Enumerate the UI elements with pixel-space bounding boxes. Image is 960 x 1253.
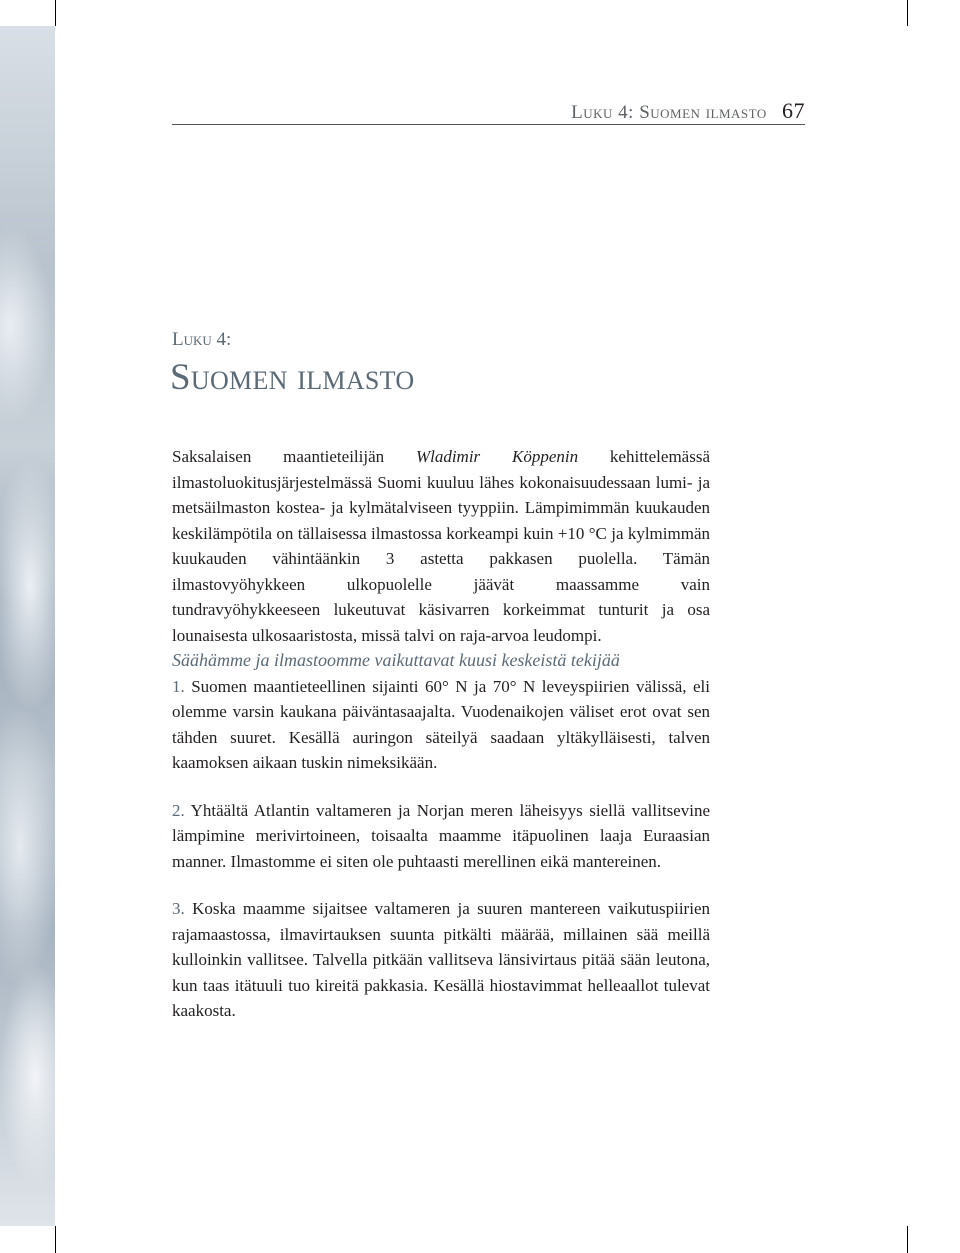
- factor-item-3: [172, 896, 710, 1024]
- running-head-title: Suomen ilmasto: [639, 102, 767, 123]
- factor-item-2: [172, 798, 710, 875]
- section-subheading: Säähämme ja ilmastoomme vaikuttavat kuusi keskeistä tekijää: [172, 650, 620, 670]
- crop-mark-top-right: [907, 0, 908, 26]
- page-number: 67: [782, 98, 805, 123]
- crop-mark-bottom-right: [907, 1226, 908, 1253]
- running-head: [571, 98, 805, 124]
- factor-text: Suomen maantieteellinen sijainti 60° N ja 70° N leveyspiirien välissä, eli olemme varsin kaukana päiväntasaajalta. Vuodenaikojen väliset erot ovat sen tähden suuret. Kesällä auringon säteilyä saadaan yltäkylläisesti, talven kaamoksen aikaan tuskin nimeksikään.: [172, 676, 710, 772]
- crop-mark-top-left: [55, 0, 56, 26]
- chapter-label: Luku 4:: [172, 329, 232, 350]
- intro-text-end: kehittelemässä ilmastoluokitusjärjestelmässä Suomi kuuluu lähes kokonaisuudessaan lumi- ja metsäilmaston kostea- ja kylmätalviseen tyyppiin. Lämpimimmän kuukauden keskilämpötila on tällaisessa ilmastossa korkeampi kuin +10 °C ja kylmimmän kuukauden vähintäänkin 3 astetta pakkasen puolella. Tämän ilmastovyöhykkeen ulkopuolelle jäävät maassamme vain tundravyöhykkeeseen lukeutuvat käsivarren korkeimmat tunturit ja osa lounaisesta ulkosaaristosta, missä talvi on raja-arvoa leudompi.: [172, 447, 710, 645]
- chapter-title: Suomen ilmasto: [170, 357, 415, 398]
- cloud-sky-margin-image: [0, 26, 55, 1226]
- running-head-chapter: Luku 4:: [571, 102, 634, 123]
- crop-mark-bottom-left: [55, 1226, 56, 1253]
- factor-number: 2.: [172, 800, 185, 820]
- factor-number: 3.: [172, 899, 185, 918]
- intro-paragraph: [172, 444, 710, 648]
- body-text: [172, 444, 710, 1024]
- factor-text: Koska maamme sijaitsee valtameren ja suuren mantereen vaikutuspiirien rajamaastossa, ilmavirtauksen suunta pitkälti määrää, millainen sää meillä kulloinkin vallitsee. Talvella pitkään vallitseva länsivirtaus pitää sään leutona, kun taas itätuuli tuo kireitä pakkasia. Kesällä hiostavimmat helleaallot tulevat kaakosta.: [172, 899, 710, 1020]
- intro-person-name: Wladimir Köppenin: [415, 447, 579, 466]
- factor-text: Yhtäältä Atlantin valtameren ja Norjan meren läheisyys siellä vallitsevine lämpimine merivirtoineen, toisaalta maamme itäpuolinen laaja Euraasian manner. Ilmastomme ei siten ole puhtaasti merellinen eikä mantereinen.: [172, 800, 710, 871]
- factor-number: 1.: [172, 676, 185, 696]
- factor-item-1: [172, 674, 710, 776]
- header-rule: [172, 124, 805, 125]
- intro-text-start: Saksalaisen maantieteilijän: [172, 447, 416, 466]
